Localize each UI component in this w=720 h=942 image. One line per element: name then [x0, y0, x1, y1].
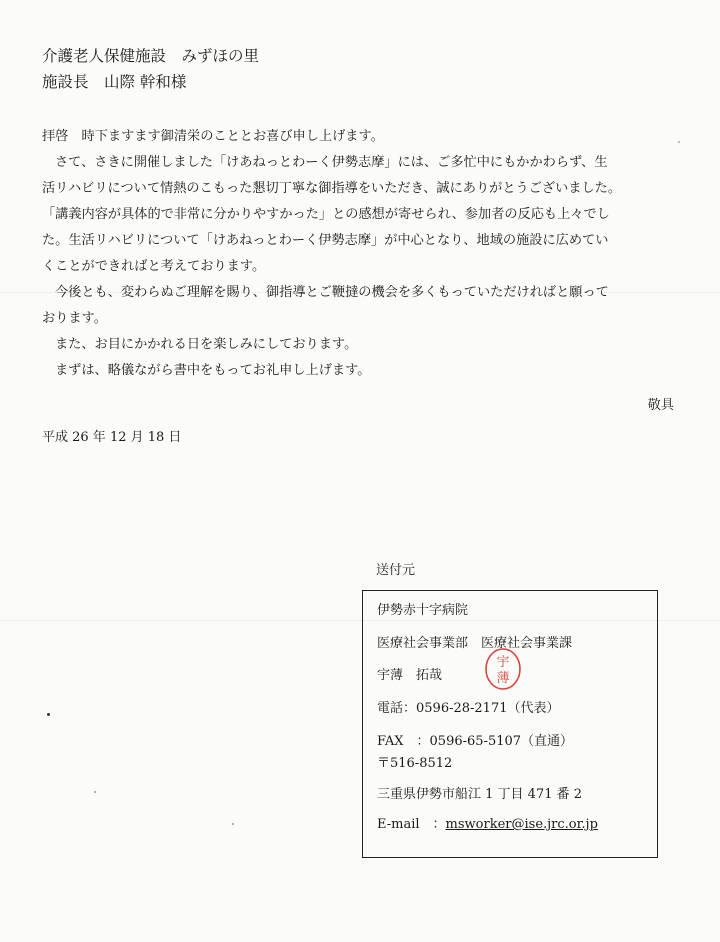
paragraph: おります。 [42, 311, 107, 326]
letter-body [42, 124, 678, 384]
paragraph: くことができればと考えております。 [42, 259, 266, 274]
paragraph: 「講義内容が具体的で非常に分かりやすかった」との感想が寄せられ、参加者の反応も上々でし [42, 207, 610, 222]
letter-date: 平成 26 年 12 月 18 日 [42, 430, 182, 445]
sender-email-row [377, 815, 598, 835]
paragraph: また、お目にかかれる日を楽しみにしております。 [55, 337, 358, 352]
speck [678, 141, 680, 143]
sender-address: 三重県伊勢市船江 1 丁目 471 番 2 [377, 787, 583, 802]
facility-name: 介護老人保健施設 みずほの里 [42, 47, 260, 65]
sender-phone: 電話：0596-28-2171（代表） [377, 701, 560, 716]
speck [47, 713, 50, 716]
svg-text:宇: 宇 [496, 655, 510, 670]
sender-fax: FAX ：0596-65-5107（直通） [377, 734, 574, 749]
sender-label: 送付元 [376, 563, 416, 578]
sender-name: 宇薄 拓哉 [377, 668, 443, 683]
closing-word: 敬具 [647, 398, 674, 413]
sender-postal: 〒516-8512 [377, 756, 453, 771]
speck [94, 791, 96, 793]
sender-organization: 伊勢赤十字病院 [377, 603, 469, 618]
svg-text:薄: 薄 [496, 671, 510, 686]
paragraph: まずは、略儀ながら書中をもってお礼申し上げます。 [55, 363, 371, 378]
paragraph: 今後とも、変わらぬご理解を賜り、御指導とご鞭撻の機会を多くもっていただければと願って [55, 285, 609, 300]
paragraph: た。生活リハビリについて「けあねっとわーく伊勢志摩」が中心となり、地域の施設に広めてい [42, 233, 609, 248]
sender-box [362, 590, 658, 858]
paragraph: さて、さきに開催しました「けあねっとわーく伊勢志摩」には、ご多忙中にもかかわらず、生 [55, 155, 608, 170]
sender-department: 医療社会事業部 医療社会事業課 [377, 636, 573, 651]
speck [232, 823, 234, 825]
recipient-name: 施設長 山際 幹和様 [42, 73, 187, 91]
seal-stamp-icon [483, 647, 523, 691]
addressee-block [42, 44, 259, 94]
email-label: E-mail ： [377, 817, 446, 832]
email-link[interactable]: msworker@ise.jrc.or.jp [445, 817, 598, 832]
paragraph: 活リハビリについて情熱のこもった懇切丁寧な御指導をいただき、誠にありがとうございました。 [42, 181, 622, 196]
paragraph: 拝啓 時下ますます御清栄のこととお喜び申し上げます。 [42, 129, 384, 144]
